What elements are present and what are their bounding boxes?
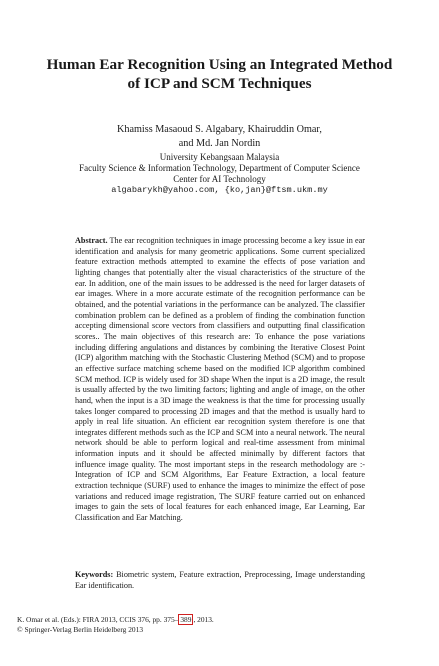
keywords-text: Biometric system, Feature extraction, Preprocessing, Image understanding Ear identification. <box>75 570 365 590</box>
title-line-2: of ICP and SCM Techniques <box>127 75 312 92</box>
affiliation-faculty: Faculty Science & Information Technology, Department of Computer Science <box>79 163 360 173</box>
copyright-line: © Springer-Verlag Berlin Heidelberg 2013 <box>17 624 144 634</box>
abstract-text: The ear recognition techniques in image processing become a key issue in ear identification and analysis for many geometric applications. Some current specialized feature extraction methods attempted to examine the effects of pose variation and lighting changes that potentially alter the visual characteristics of the structure of the ear. In addition, one of the main issues to be addressed is the need for larger datasets of ear images. Where in a more accurate estimate of the recognition performance can be obtained, and the potential variations in the performance can be analyzed. The classifier combination problem can be defined as a problem of finding the combination function accepting dimensional score vectors from classifiers and outputting final classification scores.. The main objectives of this research are: To enhance the pose variations including differing angulations and distances by combining the Iterative Closest Point (ICP) algorithm matching with the Stochastic Clustering Method (SCM) and to propose an effective surface matching scheme based on the modified ICP algorithm combined SCM method. ICP is widely used for 3D shape When the input is a 2D image, the result is usually affected by the two limiting factors; lighting and angle of image, on the other hand, when the input is a 3D image the weakness is that the time for processing usually takes longer compared to processing 2D images and that the method is usually hard to apply in real life situation. An efficient ear recognition system therefore is one that integrates different methods such as the ICP and SCM into a neural network. The neural network should be able to perform logical and real-time assessment from minimal information inputs and it should be affected minimally by different factors that influence image quality. The most important steps in the research methodology are :- Integration of ICP and SCM Algorithms, Ear Feature Extraction, a local feature extraction technique (SURF) used to enhance the images to minimize the effect of pose variations and reduced image registration, The SURF feature carried out on enhanced images to gain the sets of local features for each enhanced image, Ear Learning, Ear Classification and Ear Matching. <box>75 236 365 523</box>
paper-title <box>40 55 399 93</box>
keywords-label: Keywords: <box>75 570 114 579</box>
citation-footer <box>17 615 417 634</box>
authors-line-1: Khamiss Masaoud S. Algabary, Khairuddin Omar, <box>117 124 322 135</box>
citation-suffix: , 2013. <box>193 615 214 624</box>
affiliation-block <box>30 152 409 196</box>
keywords <box>75 570 365 591</box>
affiliation-university: University Kebangsaan Malaysia <box>159 152 280 162</box>
citation-line <box>17 615 417 625</box>
citation-prefix: K. Omar et al. (Eds.): FIRA 2013, CCIS 376, pp. 375– <box>17 615 179 624</box>
author-list <box>40 123 399 150</box>
page-end-link[interactable]: 389 <box>180 615 192 624</box>
authors-line-2: and Md. Jan Nordin <box>178 137 261 149</box>
title-line-1: Human Ear Recognition Using an Integrated Method <box>46 56 393 73</box>
author-emails: algabarykh@yahoo.com, {ko,jan}@ftsm.ukm.my <box>111 185 328 195</box>
affiliation-center: Center for AI Technology <box>173 174 266 184</box>
abstract-label: Abstract. <box>75 236 108 245</box>
abstract <box>75 236 365 524</box>
